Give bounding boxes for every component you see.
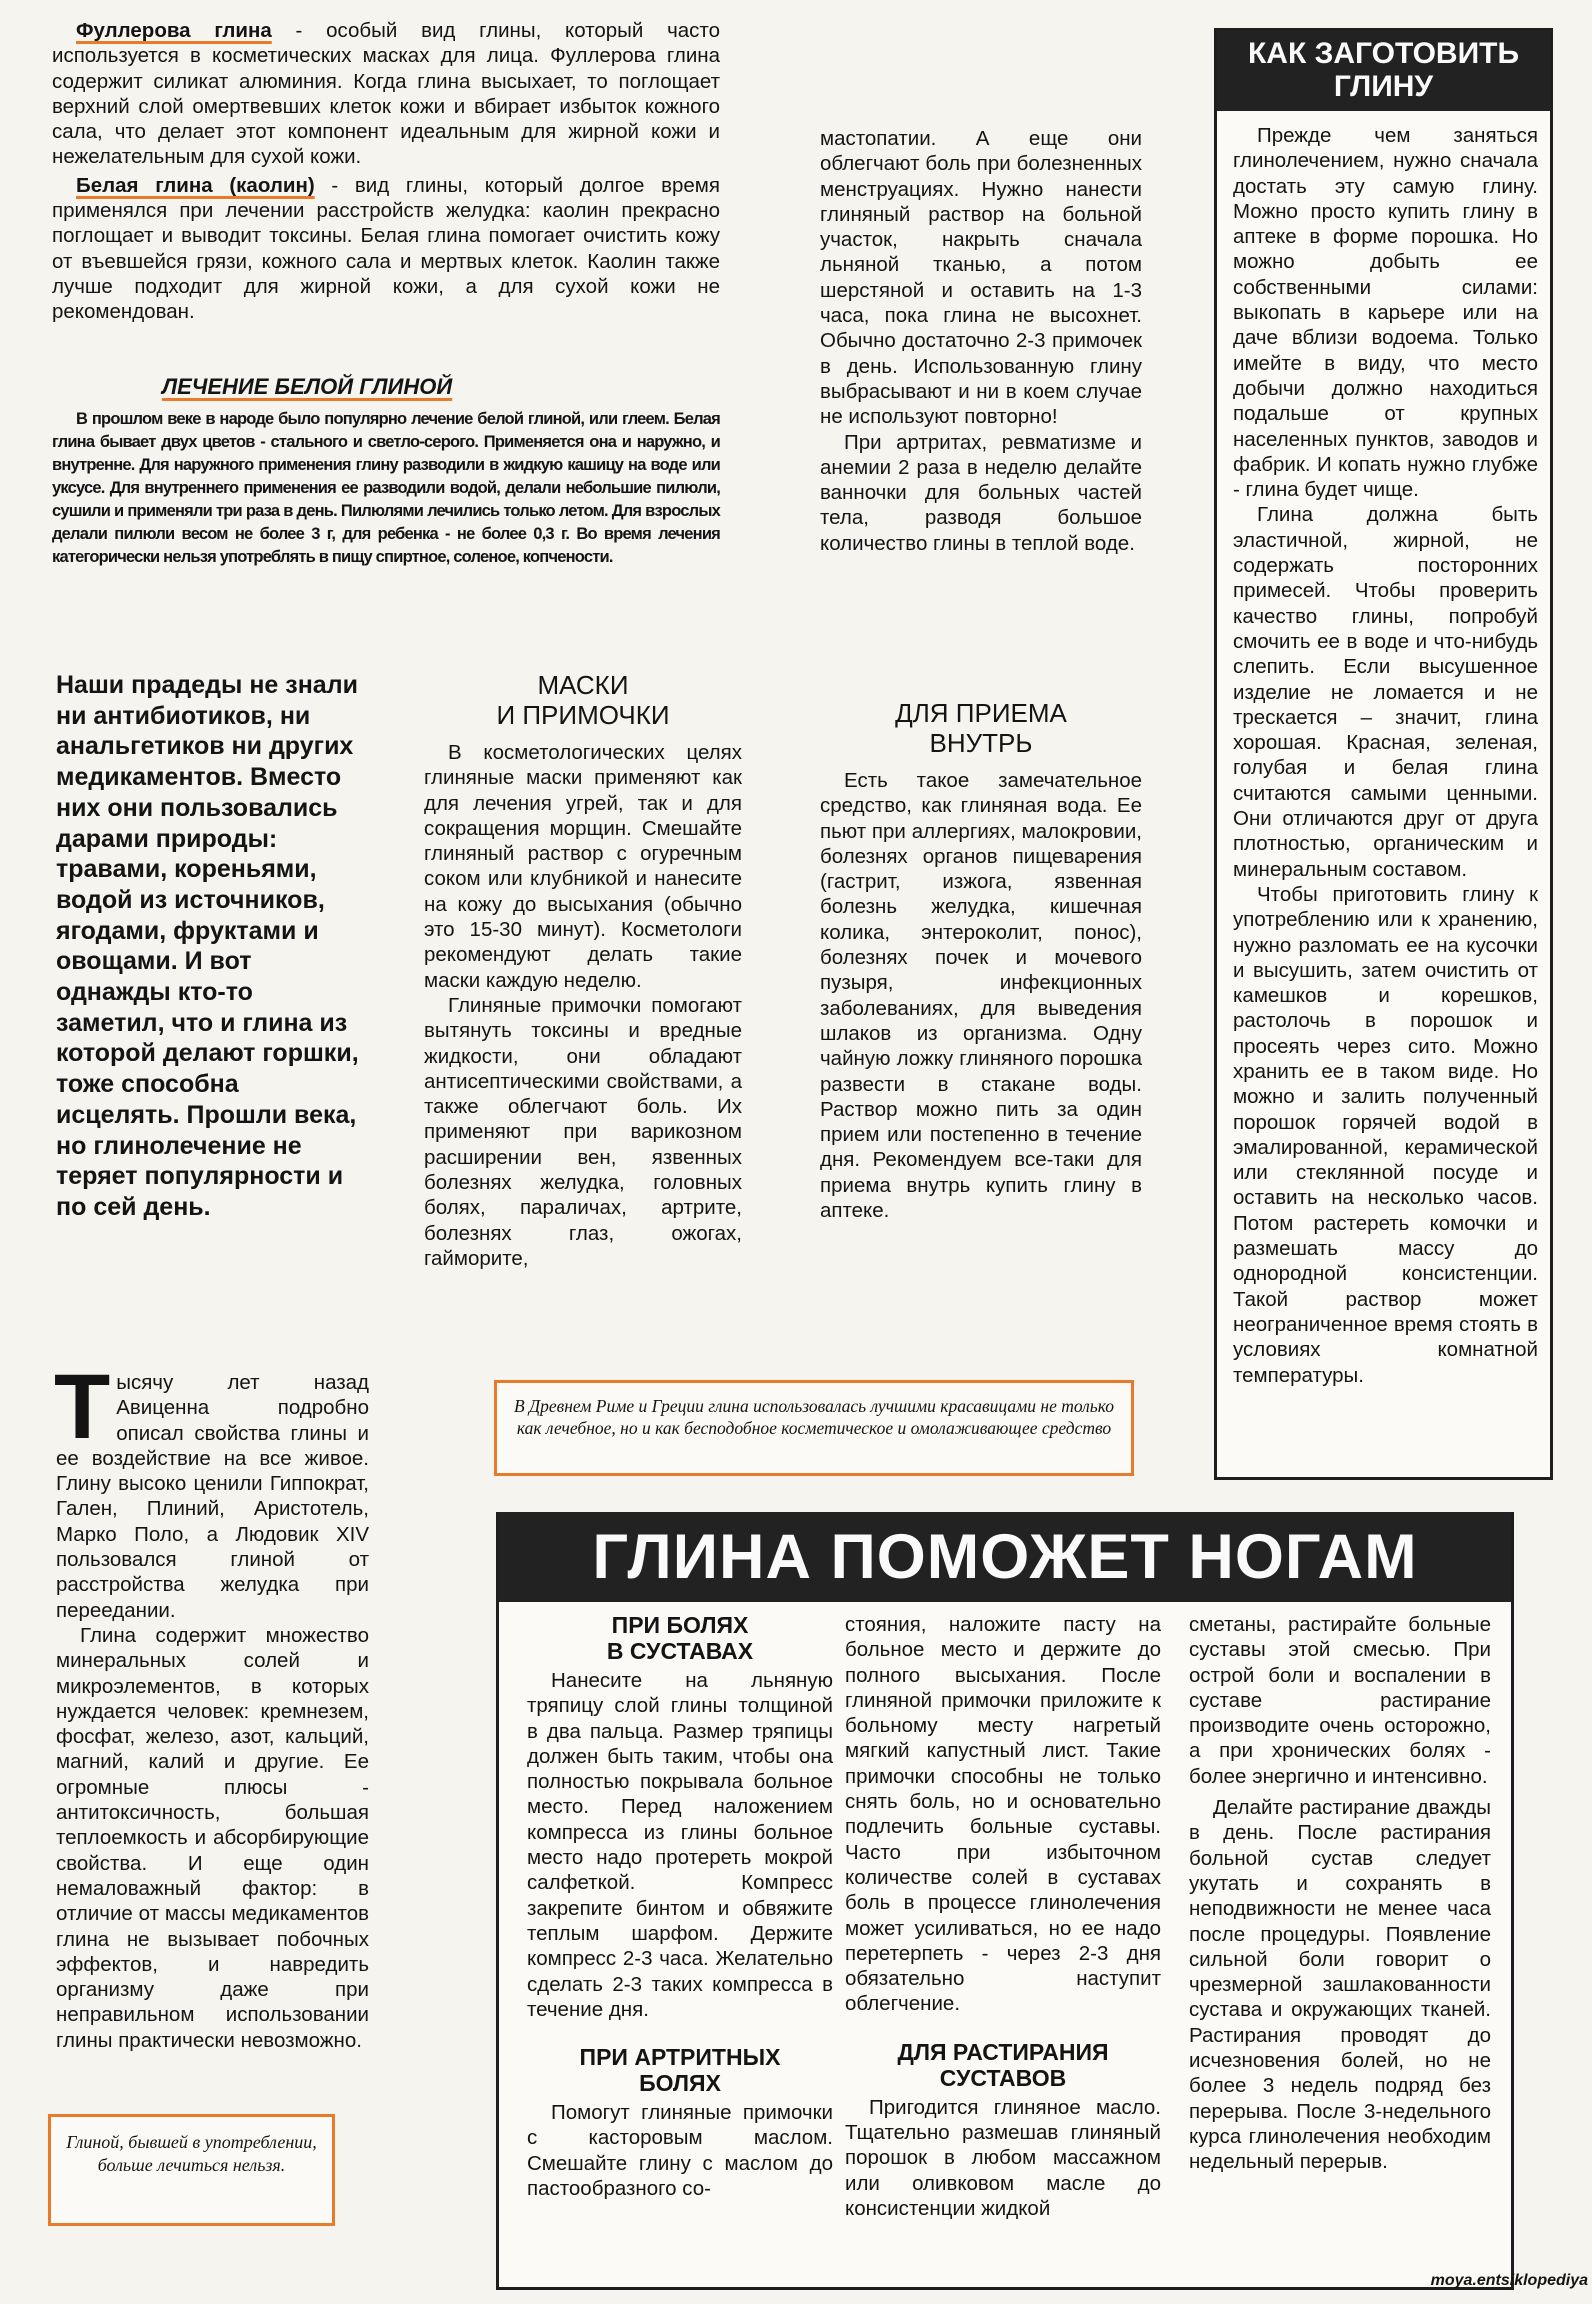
rub-heading: ДЛЯ РАСТИРАНИЯ СУСТАВОВ <box>897 2038 1109 2091</box>
fuller-clay-text: - особый вид глины, который часто используется в косметических масках для лица. Фуллерова глина содержит силикат алюминия. Когда глина высыхает, то поглощает верхний слой омертвевших клеток кожи и вбирает избыток кожного сала, что делает этот компонент идеальным для жирной кожи и нежелательным для сухой кожи. <box>52 19 720 169</box>
intro-fuller-paragraph <box>52 18 720 170</box>
rome-caption-box <box>494 1380 1134 1476</box>
masks-paragraph-1: В косметологических целях глиняные маски применяют как для лечения угрей, так и для сокращения морщин. Смешайте глиняный раствор с огуречным соком или клубникой и нанесите на кожу до высыхания (обычно это 15-30 минут). Косметологи рекомендуют делать такие маски каждую неделю. <box>424 741 742 992</box>
masks-continued-section <box>820 126 1142 556</box>
arthritis-text: Помогут глиняные примочки с касторовым маслом. Смешайте глину с маслом до пастообразного со- <box>527 2101 833 2201</box>
legs-banner <box>499 1512 1511 1602</box>
white-clay-heading: ЛЕЧЕНИЕ БЕЛОЙ ГЛИНОЙ <box>162 374 453 399</box>
legs-column-1 <box>527 1612 833 2201</box>
joints-heading: ПРИ БОЛЯХ В СУСТАВАХ <box>606 1612 754 1664</box>
rub-text: Пригодится глиняное масло. Тщательно размешав глиняный порошок в любом массажном или оливковом масле до консистенции жидкой <box>845 2095 1161 2220</box>
watermark: moya.entsiklopediya <box>1430 2272 1588 2289</box>
white-clay-text: - вид глины, который долгое время применялся при лечении расстройств желудка: каолин прекрасно поглощает и выводит токсины. Белая глина помогает очистить кожу от въевшейся грязи, кожного сала и мертвых клеток. Каолин также лучше подходит для жирной кожи, а для сухой кожи не рекомендован. <box>52 173 720 324</box>
fuller-clay-term: Фуллерова глина <box>76 19 272 42</box>
internal-use-section <box>820 698 1142 1223</box>
intro-section <box>52 18 720 325</box>
history-paragraph-2: Глина содержит множество минеральных солей и микроэлементов, в которых нуждается человек: кремнезем, фосфат, железо, азот, кальций, магний, калий и другие. Ее огромные плюсы - антитоксичность, большая теплоемкость и абсорбирующие свойства. И еще один немаловажный фактор: в отличие от массы медикаментов глина не вызывает побочных эффектов, и навредить организму даже при неправильном использовании глины практически невозможно. <box>56 1623 369 2052</box>
masks-cont-paragraph-1: мастопатии. А еще они облегчают боль при болезненных менструациях. Нужно нанести глиняный раствор на больной участок, накрыть сначала льняной тканью, а потом шерстяной и оставить на 1-3 часа, пока глина не высохнет. Обычно достаточно 2-3 примочек в день. Использованную глину выбрасывают и ни в коем случае не используют повторно! <box>820 127 1142 429</box>
arthritis-heading: ПРИ АРТРИТНЫХ БОЛЯХ <box>579 2044 781 2097</box>
callout-text: Наши прадеды не знали ни антибиотиков, ни анальгетиков ни других медикаментов. Вместо них они пользовались дарами природы: травами, кореньями, водой из источников, ягодами, фруктами и овощами. И вот однажды кто-то заметил, что и глина из которой делают горшки, тоже способна исцелять. Прошли века, но глинолечение не теряет популярности и по сей день. <box>56 671 359 1221</box>
legs-box <box>496 1512 1514 2290</box>
legs-column-3 <box>1189 1612 1491 2175</box>
white-clay-term: Белая глина (каолин) <box>76 173 315 197</box>
intro-white-paragraph <box>52 173 720 325</box>
legs-col3-paragraph-2: Делайте растирание дважды в день. После растирания больной сустав следует укутать и сохранять в неподвижности не менее часа после процедуры. Появление сильной боли говорит о чрезмерной зашлакованности сустава и окружающих тканей. Растирания проводят до исчезновения болей, но не более 3 недель подряд без перерыва. После 3-недельного курса глинолечения необходим недельный перерыв. <box>1189 1796 1491 2174</box>
legs-col3-paragraph-1: сметаны, растирайте больные суставы этой смесью. При острой боли и воспалении в суставе растирание производите очень осторожно, а при хронических болях - более энергично и интенсивно. <box>1189 1613 1491 1788</box>
history-section <box>54 1356 369 2053</box>
masks-section <box>424 670 742 1271</box>
masks-paragraph-2: Глиняные примочки помогают вытянуть токсины и вредные жидкости, они обладают антисептическими свойствами, а также облегчают боль. Их применяют при варикозном расширении вен, язвенных болезнях желудка, головных болях, параличах, артрите, болезнях глаз, ожогах, гайморите, <box>424 993 742 1270</box>
white-clay-text: В прошлом веке в народе было популярно лечение белой глиной, или глеем. Белая глина бывает двух цветов - стального и светло-серого. Применяется она и наружно, и внутренне. Для наружного применения глину разводили в жидкую кашицу на воде или уксусе. Для внутреннего применения ее разводили водой, делали небольшие пилюли, сушили и применяли три раза в день. Пилюлями лечились только летом. Для взрослых делали пилюли весом не более 3 г, для ребенка - не более 0,3 г. Во время лечения категорически нельзя употреблять в пищу спиртное, соленое, копчености. <box>52 410 720 566</box>
prepare-paragraph-1: Прежде чем заняться глинолечением, нужно сначала достать эту самую глину. Можно просто купить глину в аптеке в форме порошка. Но можно добыть ее собственными силами: выкопать в карьере или на даче вблизи водоема. Только имейте в виду, что место добычи должно находиться подальше от крупных населенных пунктов, заводов и фабрик. И копать нужно глубже - глина будет чище. <box>1233 124 1538 502</box>
rome-caption: В Древнем Риме и Греции глина использовалась лучшими красавицами не только как лечебное, но и как бесподобное косметическое и омолаживающее средство <box>513 1396 1115 1438</box>
used-clay-note <box>48 2114 335 2226</box>
prepare-clay-box <box>1214 28 1553 1480</box>
legs-column-2 <box>845 1612 1161 2221</box>
internal-use-heading: ДЛЯ ПРИЕМА ВНУТРЬ <box>895 698 1067 758</box>
joints-text: Нанесите на льняную тряпицу слой глины толщиной в два пальца. Размер тряпицы должен быть таким, чтобы она полностью покрывала больное место. Перед наложением компресса из глины больное место надо протереть мокрой салфеткой. Компресс закрепите бинтом и обвяжите теплым шарфом. Держите компресс 2-3 часа. Желательно сделать 2-3 таких компресса в течение дня. <box>527 1669 833 2021</box>
prepare-clay-heading: КАК ЗАГОТОВИТЬ ГЛИНУ <box>1217 31 1550 111</box>
drop-cap: Т <box>54 1356 111 1458</box>
masks-cont-paragraph-2: При артритах, ревматизме и анемии 2 раза в неделю делайте ванночки для больных частей тела, разводя большое количество глины в теплой воде. <box>820 430 1142 555</box>
callout-section <box>56 670 368 1223</box>
prepare-paragraph-2: Глина должна быть эластичной, жирной, не содержать посторонних примесей. Чтобы проверить качество глины, попробуй смочить ее в воде и что-нибудь слепить. Если высушенное изделие не ломается и не трескается – значит, глина хорошая. Красная, зеленая, голубая и белая глина считаются самыми ценными. Они отличаются друг от друга плотностью, органическим и минеральным составом. <box>1233 503 1538 881</box>
white-clay-section <box>52 374 720 569</box>
legs-col2-text: стояния, наложите пасту на больное место и держите до полного высыхания. После глиняной примочки приложите к больному месту нагретый мягкий капустный лист. Такие примочки способны не только снять боль, но и основательно подлечить больные суставы. Часто при избыточном количестве солей в суставах боль в процессе глинолечения может усиливаться, но ее надо перетерпеть - через 2-3 дня обязательно наступит облегчение. <box>845 1613 1161 2016</box>
history-paragraph-1: Тысячу лет назад Авиценна подробно описал свойства глины и ее воздействие на все живое. Глину высоко ценили Гиппократ, Гален, Плиний, Аристотель, Марко Поло, а Людовик XIV пользовался глиной от расстройства желудка при переедании. <box>54 1356 369 1622</box>
legs-banner-title: ГЛИНА ПОМОЖЕТ НОГАМ <box>592 1521 1418 1592</box>
used-clay-caption: Глиной, бывшей в употреблении, больше лечиться нельзя. <box>66 2132 317 2175</box>
internal-use-text: Есть такое замечательное средство, как глиняная вода. Ее пьют при аллергиях, малокровии, болезнях органов пищеварения (гастрит, изжога, язвенная болезнь желудка, кишечная колика, энтероколит, понос), болезнях почек и мочевого пузыря, инфекционных заболеваниях, для выведения шлаков из организма. Одну чайную ложку глиняного порошка развести в стакане воды. Раствор можно пить за один прием или постепенно в течение дня. Рекомендуем все-таки для приема внутрь купить глину в аптеке. <box>820 769 1142 1223</box>
prepare-paragraph-3: Чтобы приготовить глину к употреблению или к хранению, нужно разломать ее на кусочки и высушить, затем очистить от камешков и корешков, растолочь в порошок и просеять через сито. Можно хранить ее в таком виде. Но можно и залить полученный порошок горячей водой в эмалированной, керамической или стеклянной посуде и оставить на несколько часов. Потом растереть комочки и размешать массу до однородной консистенции. Такой раствор может неограниченное время стоять в условиях комнатной температуры. <box>1233 882 1538 1387</box>
masks-heading: МАСКИ И ПРИМОЧКИ <box>496 670 670 730</box>
